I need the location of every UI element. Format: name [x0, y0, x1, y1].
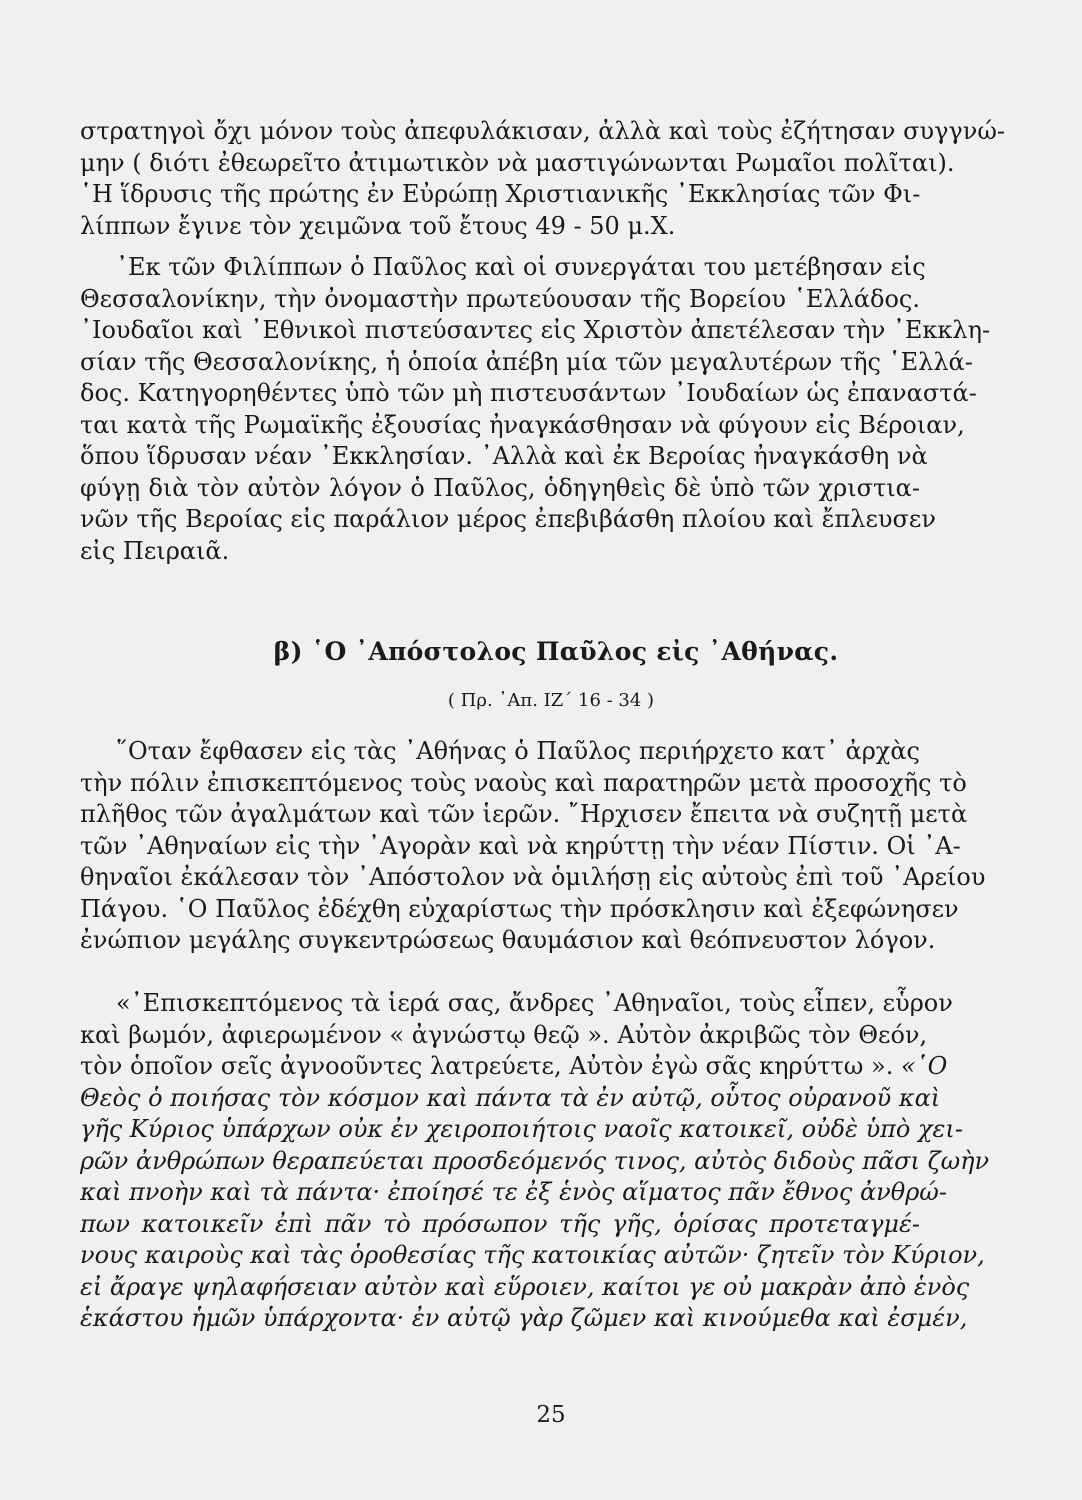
- text-line: ῾Η ἵδρυσις τῆς πρώτης ἐν Εὐρώπῃ Χριστιανικῆς ᾿Εκκλησίας τῶν Φι-: [80, 180, 921, 208]
- text-line: ὅπου ἵδρυσαν νέαν ᾿Εκκλησίαν. ᾿Αλλὰ καὶ ἐκ Βεροίας ἠναγκάσθη νὰ: [80, 442, 928, 470]
- text-line: «᾿Επισκεπτόμενος τὰ ἱερά σας, ἄνδρες ᾿Αθηναῖοι, τοὺς εἶπεν, εὗρον: [116, 989, 953, 1017]
- text-line: Πάγου. ῾Ο Παῦλος ἐδέχθη εὐχαρίστως τὴν πρόσκλησιν καὶ ἐξεφώνησεν: [80, 894, 959, 923]
- text-line: θηναῖοι ἐκάλεσαν τὸν ᾿Απόστολον νὰ ὁμιλήσῃ εἰς αὐτοὺς ἐπὶ τοῦ ᾿Αρείου: [80, 863, 986, 891]
- text-line-mixed: [80, 1051, 948, 1083]
- text-line: σίαν τῆς Θεσσαλονίκης, ἡ ὁποία ἀπέβη μία τῶν μεγαλυτέρων τῆς ῾Ελλά-: [80, 347, 973, 376]
- text-line-italic: εἰ ἄραγε ψηλαφήσειαν αὐτὸν καὶ εὕροιεν, καίτοι γε οὐ μακρὰν ἀπὸ ἑνὸς: [80, 1272, 970, 1301]
- page-number: 25: [536, 1402, 566, 1428]
- text-line-italic: νους καιροὺς καὶ τὰς ὁροθεσίας τῆς κατοικίας αὐτῶν· ζητεῖν τὸν Κύριον,: [80, 1241, 985, 1269]
- paragraph-3: [80, 736, 986, 957]
- text-line: ται κατὰ τῆς Ρωμαϊκῆς ἐξουσίας ἠναγκάσθησαν νὰ φύγουν εἰς Βέροιαν,: [80, 410, 965, 439]
- text-line: τὴν πόλιν ἐπισκεπτόμενος τοὺς ναοὺς καὶ παρατηρῶν μετὰ προσοχῆς τὸ: [80, 768, 967, 797]
- text-line-italic: Θεὸς ὁ ποιήσας τὸν κόσμον καὶ πάντα τὰ ἐν αὐτῷ, οὗτος οὐρανοῦ καὶ: [80, 1083, 941, 1112]
- text-line: ᾿Ιουδαῖοι καὶ ᾿Εθνικοὶ πιστεύσαντες εἰς Χριστὸν ἀπετέλεσαν τὴν ᾿Εκκλη-: [80, 316, 991, 344]
- paragraph-1: [80, 116, 1006, 242]
- text-line: νῶν τῆς Βεροίας εἰς παράλιον μέρος ἐπεβιβάσθη πλοίου καὶ ἔπλευσεν: [80, 505, 936, 533]
- text-line: μην ( διότι ἐθεωρεῖτο ἀτιμωτικὸν νὰ μαστιγώνωνται Ρωμαῖοι πολῖται).: [80, 148, 955, 177]
- text-line: καὶ βωμόν, ἀφιερωμένον « ἀγνώστῳ θεῷ ». Αὐτὸν ἀκριβῶς τὸν Θεόν,: [80, 1020, 928, 1049]
- text-line: Θεσσαλονίκην, τὴν ὀνομαστὴν πρωτεύουσαν τῆς Βορείου ῾Ελλάδος.: [80, 284, 920, 313]
- text-line-italic: καὶ πνοὴν καὶ τὰ πάντα· ἐποίησέ τε ἐξ ἑνὸς αἵματος πᾶν ἔθνος ἀνθρώ-: [80, 1178, 947, 1206]
- text-line: πλῆθος τῶν ἀγαλμάτων καὶ τῶν ἱερῶν. ῎Ηρχισεν ἔπειτα νὰ συζητῇ μετὰ: [80, 800, 968, 828]
- text-line: εἰς Πειραιᾶ.: [80, 536, 230, 565]
- text-line: λίππων ἔγινε τὸν χειμῶνα τοῦ ἔτους 49 - 50 μ.Χ.: [80, 211, 676, 240]
- text-segment-roman: τὸν ὁποῖον σεῖς ἀγνοοῦντες λατρεύετε, Αὐτὸν ἐγὼ σᾶς κηρύττω ».: [80, 1052, 901, 1080]
- paragraph-4-speech: [80, 988, 990, 1335]
- text-line: φύγῃ διὰ τὸν αὐτὸν λόγον ὁ Παῦλος, ὁδηγηθεὶς δὲ ὑπὸ τῶν χριστια-: [80, 473, 920, 502]
- text-line: ῞Οταν ἔφθασεν εἰς τὰς ᾿Αθήνας ὁ Παῦλος περιήρχετο κατ᾿ ἀρχὰς: [116, 737, 920, 765]
- text-line: ἐνώπιον μεγάλης συγκεντρώσεως θαυμάσιον καὶ θεόπνευστον λόγον.: [80, 926, 936, 954]
- text-line: στρατηγοὶ ὄχι μόνον τοὺς ἀπεφυλάκισαν, ἀλλὰ καὶ τοὺς ἐζήτησαν συγγνώ-: [80, 117, 1006, 145]
- scripture-reference: ( Πρ. ᾿Απ. ΙΖ΄ 16 - 34 ): [447, 690, 655, 711]
- paragraph-2: [80, 252, 991, 567]
- section-heading: β) ῾Ο ᾿Απόστολος Παῦλος εἰς ᾿Αθήνας.: [273, 637, 839, 666]
- text-line: δος. Κατηγορηθέντες ὑπὸ τῶν μὴ πιστευσάντων ᾿Ιουδαίων ὡς ἐπαναστά-: [80, 379, 977, 407]
- text-segment-italic: «῾Ο: [900, 1052, 948, 1080]
- text-line-italic: ἑκάστου ἡμῶν ὑπάρχοντα· ἐν αὐτῷ γὰρ ζῶμεν καὶ κινούμεθα καὶ ἐσμέν,: [80, 1304, 968, 1332]
- text-line-italic: πων κατοικεῖν ἐπὶ πᾶν τὸ πρόσωπον τῆς γῆς, ὁρίσας προτεταγμέ-: [80, 1209, 920, 1238]
- text-line-italic: ρῶν ἀνθρώπων θεραπεύεται προσδεόμενός τινος, αὐτὸς διδοὺς πᾶσι ζωὴν: [80, 1146, 990, 1175]
- text-line: ᾿Εκ τῶν Φιλίππων ὁ Παῦλος καὶ οἱ συνεργάται του μετέβησαν εἰς: [116, 253, 926, 281]
- text-line-italic: γῆς Κύριος ὑπάρχων οὐκ ἐν χειροποιήτοις ναοῖς κατοικεῖ, οὐδὲ ὑπὸ χει-: [80, 1115, 963, 1143]
- text-line: τῶν ᾿Αθηναίων εἰς τὴν ᾿Αγορὰν καὶ νὰ κηρύττῃ τὴν νέαν Πίστιν. Οἱ ᾿Α-: [80, 831, 961, 860]
